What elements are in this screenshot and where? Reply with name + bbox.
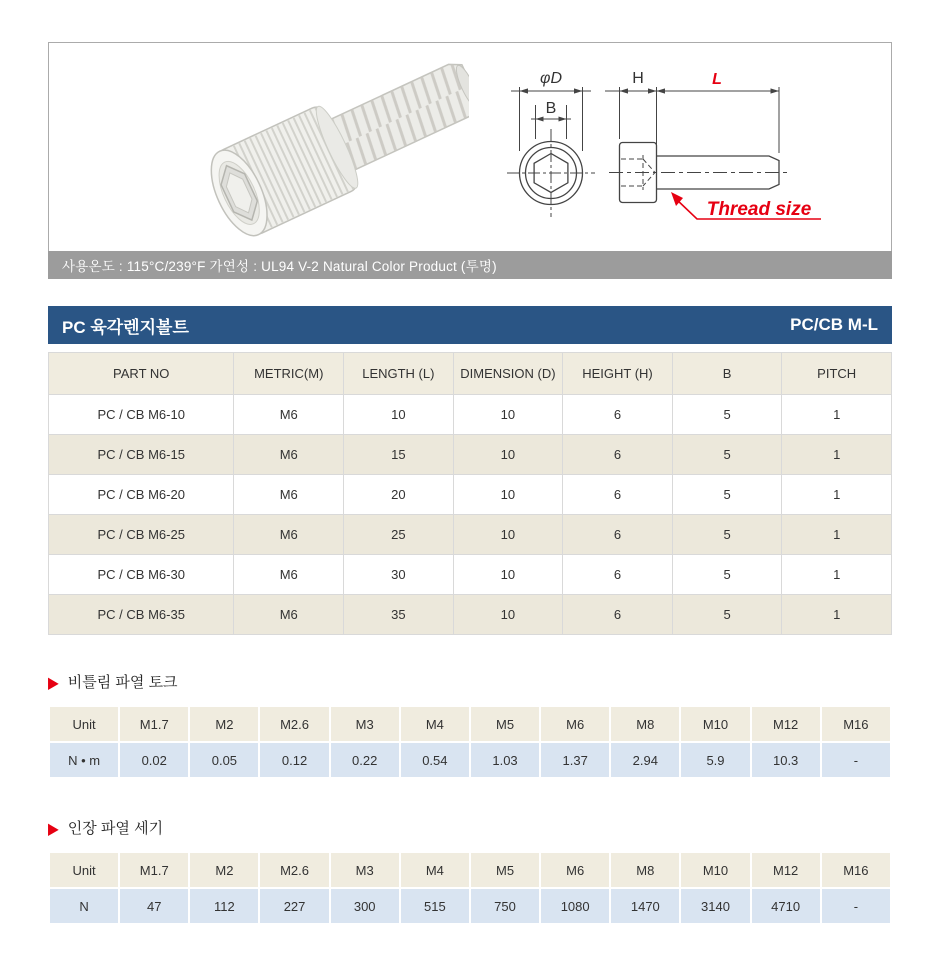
- tensile-value-cell: 1080: [540, 888, 610, 924]
- torque-value-row: [49, 742, 891, 778]
- spec-cell: M6: [234, 515, 344, 555]
- spec-cell: 10: [344, 395, 454, 435]
- tensile-header-cell: M3: [330, 852, 400, 888]
- product-figure-box: [48, 42, 892, 251]
- spec-cell: 10: [453, 595, 563, 635]
- spec-cell: PC / CB M6-35: [49, 595, 234, 635]
- torque-value-cell: 0.54: [400, 742, 470, 778]
- thread-size-label: Thread size: [706, 199, 812, 220]
- spec-cell: 35: [344, 595, 454, 635]
- spec-cell: 1: [782, 395, 892, 435]
- spec-cell: 6: [563, 475, 673, 515]
- tensile-value-cell: 112: [189, 888, 259, 924]
- product-spec-page: [48, 42, 892, 925]
- product-title: PC 육각렌지볼트: [62, 317, 189, 337]
- dim-label-socket: B: [545, 100, 557, 117]
- spec-cell: 6: [563, 435, 673, 475]
- spec-table: [48, 352, 892, 635]
- product-title-bar: [48, 306, 892, 344]
- torque-value-cell: 1.37: [540, 742, 610, 778]
- spec-row: [49, 515, 892, 555]
- torque-section-heading: [48, 671, 892, 692]
- usage-caption-bar: [48, 251, 892, 279]
- torque-header-cell: M1.7: [119, 706, 189, 742]
- torque-value-cell: 2.94: [610, 742, 680, 778]
- tensile-value-row: [49, 888, 891, 924]
- torque-value-cell: 0.12: [259, 742, 329, 778]
- spec-row: [49, 555, 892, 595]
- torque-header-cell: M3: [330, 706, 400, 742]
- torque-header-cell: M2: [189, 706, 259, 742]
- tensile-header-cell: M12: [751, 852, 821, 888]
- spec-cell: 5: [672, 395, 782, 435]
- spec-cell: 10: [453, 555, 563, 595]
- spec-cell: PC / CB M6-10: [49, 395, 234, 435]
- tensile-header-cell: M10: [680, 852, 750, 888]
- spec-header-cell: DIMENSION (D): [453, 353, 563, 395]
- spec-cell: 20: [344, 475, 454, 515]
- spec-cell: 30: [344, 555, 454, 595]
- triangle-bullet-icon: ▶: [48, 818, 59, 837]
- torque-value-cell: N • m: [49, 742, 119, 778]
- spec-cell: PC / CB M6-30: [49, 555, 234, 595]
- spec-cell: PC / CB M6-20: [49, 475, 234, 515]
- spec-row: [49, 395, 892, 435]
- torque-value-cell: 0.05: [189, 742, 259, 778]
- usage-caption-text: 사용온도 : 115°C/239°F 가연성 : UL94 V-2 Natural Color Product (투명): [62, 259, 497, 274]
- torque-header-cell: M6: [540, 706, 610, 742]
- torque-value-cell: 5.9: [680, 742, 750, 778]
- spec-cell: 10: [453, 435, 563, 475]
- torque-value-cell: 0.02: [119, 742, 189, 778]
- torque-header-cell: M4: [400, 706, 470, 742]
- spec-cell: 1: [782, 515, 892, 555]
- spec-cell: M6: [234, 475, 344, 515]
- torque-header-cell: Unit: [49, 706, 119, 742]
- spec-cell: PC / CB M6-15: [49, 435, 234, 475]
- torque-header-cell: M12: [751, 706, 821, 742]
- dim-label-head-height: H: [632, 70, 644, 87]
- torque-value-cell: 0.22: [330, 742, 400, 778]
- tensile-section-heading: [48, 817, 892, 838]
- tensile-heading-text: 인장 파열 세기: [67, 820, 164, 837]
- spec-header-cell: METRIC(M): [234, 353, 344, 395]
- spec-cell: M6: [234, 555, 344, 595]
- triangle-bullet-icon: ▶: [48, 672, 59, 691]
- torque-header-row: [49, 706, 891, 742]
- spec-cell: 6: [563, 395, 673, 435]
- tensile-header-cell: M1.7: [119, 852, 189, 888]
- spec-header-cell: HEIGHT (H): [563, 353, 673, 395]
- spec-cell: M6: [234, 435, 344, 475]
- spec-cell: 1: [782, 435, 892, 475]
- tensile-value-cell: 300: [330, 888, 400, 924]
- spec-cell: 5: [672, 515, 782, 555]
- torque-heading-text: 비틀림 파열 토크: [67, 674, 178, 691]
- tensile-value-cell: 47: [119, 888, 189, 924]
- spec-cell: 5: [672, 595, 782, 635]
- spec-row: [49, 595, 892, 635]
- tensile-value-cell: 1470: [610, 888, 680, 924]
- spec-cell: 1: [782, 555, 892, 595]
- torque-value-cell: 10.3: [751, 742, 821, 778]
- tensile-value-cell: 3140: [680, 888, 750, 924]
- dimension-diagram: [469, 43, 892, 250]
- dim-label-diameter: φD: [540, 70, 562, 87]
- spec-cell: 6: [563, 555, 673, 595]
- tensile-header-cell: M16: [821, 852, 891, 888]
- spec-row: [49, 475, 892, 515]
- tensile-header-cell: M6: [540, 852, 610, 888]
- spec-cell: 6: [563, 595, 673, 635]
- bolt-photo: [49, 43, 469, 250]
- tensile-value-cell: 227: [259, 888, 329, 924]
- spec-cell: 25: [344, 515, 454, 555]
- spec-cell: 6: [563, 515, 673, 555]
- spec-row: [49, 435, 892, 475]
- tensile-value-cell: 4710: [751, 888, 821, 924]
- torque-header-cell: M10: [680, 706, 750, 742]
- tensile-value-cell: N: [49, 888, 119, 924]
- tensile-value-cell: -: [821, 888, 891, 924]
- torque-header-cell: M16: [821, 706, 891, 742]
- spec-cell: 10: [453, 515, 563, 555]
- spec-header-cell: LENGTH (L): [344, 353, 454, 395]
- spec-cell: 5: [672, 555, 782, 595]
- product-code: PC/CB M-L: [790, 315, 878, 334]
- tensile-header-cell: M4: [400, 852, 470, 888]
- tensile-table: [48, 851, 892, 925]
- tensile-header-cell: M5: [470, 852, 540, 888]
- spec-cell: 5: [672, 435, 782, 475]
- tensile-value-cell: 750: [470, 888, 540, 924]
- tensile-header-cell: M8: [610, 852, 680, 888]
- spec-cell: 5: [672, 475, 782, 515]
- spec-header-cell: PART NO: [49, 353, 234, 395]
- spec-cell: 1: [782, 595, 892, 635]
- spec-cell: 15: [344, 435, 454, 475]
- tensile-header-cell: M2: [189, 852, 259, 888]
- spec-cell: M6: [234, 595, 344, 635]
- torque-header-cell: M5: [470, 706, 540, 742]
- spec-cell: 10: [453, 475, 563, 515]
- tensile-header-cell: Unit: [49, 852, 119, 888]
- torque-value-cell: -: [821, 742, 891, 778]
- spec-header-cell: B: [672, 353, 782, 395]
- torque-value-cell: 1.03: [470, 742, 540, 778]
- spec-cell: 1: [782, 475, 892, 515]
- dim-label-length: L: [712, 71, 722, 88]
- spec-cell: 10: [453, 395, 563, 435]
- torque-header-cell: M2.6: [259, 706, 329, 742]
- spec-cell: M6: [234, 395, 344, 435]
- torque-table: [48, 705, 892, 779]
- spec-cell: PC / CB M6-25: [49, 515, 234, 555]
- torque-header-cell: M8: [610, 706, 680, 742]
- tensile-value-cell: 515: [400, 888, 470, 924]
- tensile-header-cell: M2.6: [259, 852, 329, 888]
- spec-header-cell: PITCH: [782, 353, 892, 395]
- tensile-header-row: [49, 852, 891, 888]
- spec-header-row: [49, 353, 892, 395]
